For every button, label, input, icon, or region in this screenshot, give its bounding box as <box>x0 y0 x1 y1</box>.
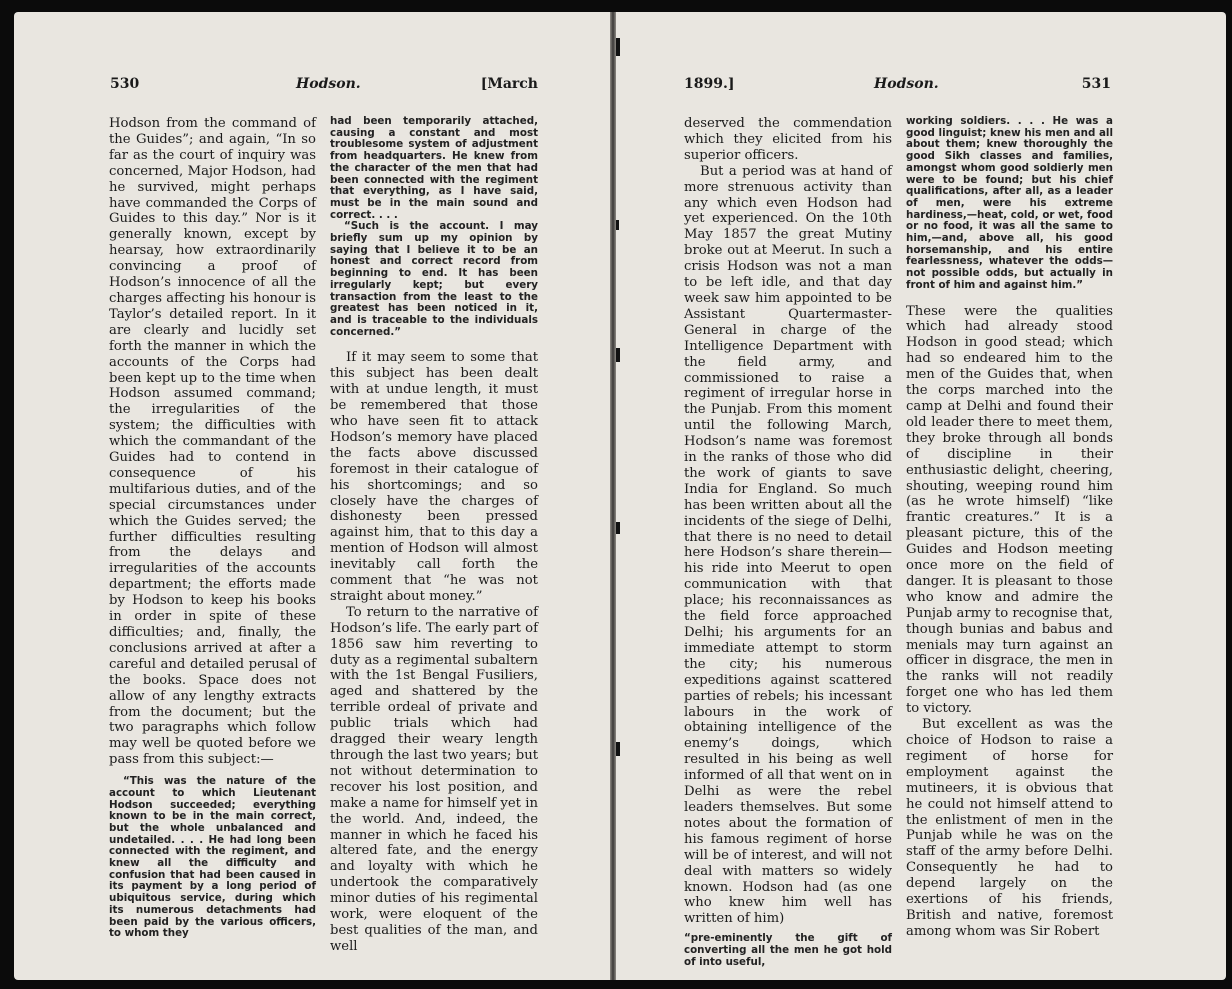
left-page-number: 530 <box>110 76 140 92</box>
right-running-year: 1899.] <box>684 76 735 92</box>
left-column-2 <box>330 116 538 955</box>
binding-mark <box>616 220 619 230</box>
left-col1-quote: “This was the nature of the account to which Lieutenant Hodson succeeded; everything known to be in the main correct, but the whole unbalanced and undetailed. . . . He had long been connected with the regiment, and knew all the difficulty and confusion that had been caused in its payment by a long period of ubiquitous service, during which its numerous detachments had been paid by the various officers, to whom they <box>109 775 316 940</box>
left-column-1 <box>109 116 316 940</box>
right-running-title: Hodson. <box>874 76 939 92</box>
left-page <box>14 12 610 980</box>
right-column-1 <box>684 116 892 968</box>
left-col2-quote-1: had been temporarily attached, causing a constant and most troublesome system of adjustment from headquarters. He knew from the character of the men that had been connected with the regiment that everything, as I have said, must be in the main sound and correct. . . . <box>330 115 538 221</box>
right-page-number: 531 <box>1081 76 1111 92</box>
right-column-2 <box>906 116 1113 940</box>
left-col2-quote-2: “Such is the account. I may briefly sum up my opinion by saying that I believe it to be an honest and correct record from beginning to end. It has been irregularly kept; but every transaction from the least to the greatest has been noticed in it, and is traceable to the individuals concerned.” <box>330 220 538 338</box>
right-col1-quote: “pre-eminently the gift of converting all the men he got hold of into useful, <box>684 932 892 968</box>
right-col1-paragraph-1: deserved the commendation which they elicited from his superior officers. <box>684 116 892 163</box>
left-running-head <box>110 76 538 94</box>
right-col2-paragraph-1: These were the qualities which had already stood Hodson in good stead; which had so endeared him to the men of the Guides that, when the corps marched into the camp at Delhi and found their old leader there to meet them, they broke through all bonds of discipline in their enthusiastic delight, cheering, shouting, weeping round him (as he wrote himself) “like frantic creatures.” It is a pleasant picture, this of the Guides and Hodson meeting once more on the field of danger. It is pleasant to those who know and admire the Punjab army to recognise that, though bunias and babus and menials may turn against an officer in disgrace, the men in the ranks will not readily forget one who has led them to victory. <box>906 303 1113 717</box>
right-col2-paragraph-2: But excellent as was the choice of Hodson to raise a regiment of horse for employment against the mutineers, it is obvious that he could not himself attend to the enlistment of men in the Punjab while he was on the staff of the army before Delhi. Consequently he had to depend largely on the exertions of his friends, British and native, foremost among whom was Sir Robert <box>906 717 1113 939</box>
left-running-month: [March <box>480 76 538 92</box>
binding-mark <box>616 522 620 534</box>
binding-mark <box>616 348 620 362</box>
left-col2-paragraph-2: To return to the narrative of Hodson’s life. The early part of 1856 saw him reverting to duty as a regimental subaltern with the 1st Bengal Fusiliers, aged and shattered by the terrible ordeal of private and public trials which had dragged their weary length through the last two years; but not without determination to recover his lost position, and make a name for himself yet in the world. And, indeed, the manner in which he faced his altered fate, and the energy and loyalty with which he undertook the comparatively minor duties of his regimental work, were eloquent of the best qualities of the man, and well <box>330 604 538 954</box>
left-running-title: Hodson. <box>296 76 361 92</box>
right-col1-paragraph-2: But a period was at hand of more strenuous activity than any which even Hodson had yet experienced. On the 10th May 1857 the great Mutiny broke out at Meerut. In such a crisis Hodson was not a man to be left idle, and that day week saw him appointed to be Assistant Quartermaster-General in charge of the Intelligence Department with the field army, and commissioned to raise a regiment of irregular horse in the Punjab. From this moment until the following March, Hodson’s name was foremost in the ranks of those who did the work of giants to save India for England. So much has been written about all the incidents of the siege of Delhi, that there is no need to detail here Hodson’s share therein—his ride into Meerut to open communication with that place; his reconnaissances as the field force approached Delhi; his arguments for an immediate attempt to storm the city; his numerous expeditions against scattered parties of rebels; his incessant labours in the work of obtaining intelligence of the enemy’s doings, which resulted in his being as well informed of all that went on in Delhi as were the rebel leaders themselves. But some notes about the formation of his famous regiment of horse will be of interest, and will not deal with matters so widely known. Hodson had (as one who knew him well has written of him) <box>684 163 892 927</box>
left-col2-paragraph-1: If it may seem to some that this subject has been dealt with at undue length, it must be remembered that those who have seen fit to attack Hodson’s memory have placed the facts above discussed foremost in their catalogue of his shortcomings; and so closely have the charges of dishonesty been pressed against him, that to this day a mention of Hodson will almost inevitably call forth the comment that “he was not straight about money.” <box>330 350 538 604</box>
right-col2-quote: working soldiers. . . . He was a good linguist; knew his men and all about them; knew thoroughly the good Sikh classes and families, amongst whom good soldierly men were to be found; but his chief qualifications, after all, as a leader of men, were his extreme hardiness,—heat, cold, or wet, food or no food, it was all the same to him,—and, above all, his good horsemanship, and his entire fearlessness, whatever the odds—not possible odds, but actually in front of him and against him.” <box>906 115 1113 291</box>
right-page <box>616 12 1226 980</box>
binding-mark <box>616 38 620 56</box>
left-col1-paragraph: Hodson from the command of the Guides”; and again, “In so far as the court of inquiry was concerned, Major Hodson, had he survived, might perhaps have commanded the Corps of Guides to this day.” Nor is it generally known, except by hearsay, how extraordinarily convincing a proof of Hodson’s innocence of all the charges affecting his honour is Taylor’s detailed report. In it are clearly and lucidly set forth the manner in which the accounts of the Corps had been kept up to the time when Hodson assumed command; the irregularities of the system; the difficulties with which the commandant of the Guides had to contend in consequence of his multifarious duties, and of the special circumstances under which the Guides served; the further difficulties resulting from the delays and irregularities of the accounts department; the efforts made by Hodson to keep his books in order in spite of these difficulties; and, finally, the conclusions arrived at after a careful and detailed perusal of the books. Space does not allow of any lengthy extracts from the document; but the two paragraphs which follow may well be quoted before we pass from this subject:— <box>109 116 316 768</box>
right-running-head <box>684 76 1111 94</box>
binding-mark <box>616 742 620 756</box>
